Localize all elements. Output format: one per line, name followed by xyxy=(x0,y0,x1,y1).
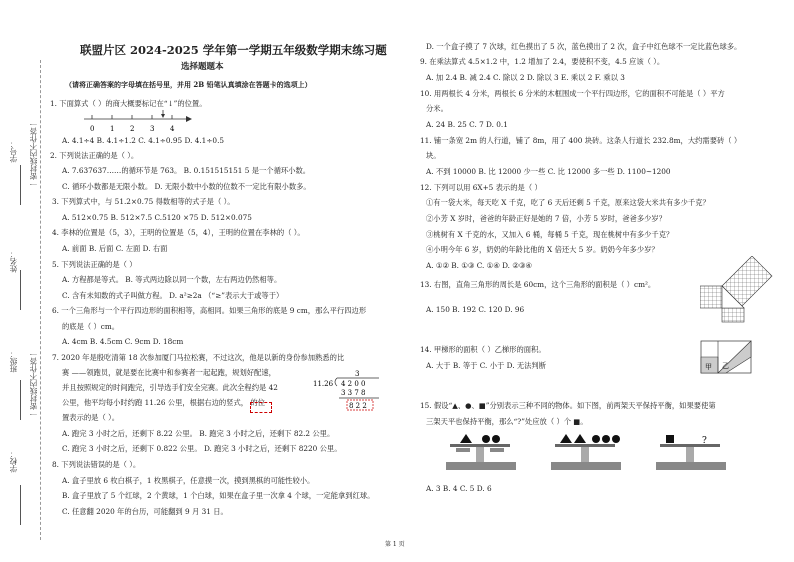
name-label: 姓名： xyxy=(9,250,18,273)
school-label: 学校： xyxy=(9,450,18,473)
answer-options: A. 4.1÷4 B. 4.1÷1.2 C. 4.1÷0.95 D. 4.1÷0.5 xyxy=(62,136,225,145)
right-triangle-squares-figure xyxy=(700,256,774,324)
trapezoid-label-yi: 乙 xyxy=(722,362,729,370)
fill-line xyxy=(20,380,21,420)
class-label: 班级： xyxy=(9,350,18,373)
page-number: 第 1 页 xyxy=(385,541,405,548)
answer-options: A. ①② B. ①③ C. ①④ D. ②③④ xyxy=(426,261,532,270)
number-line-figure xyxy=(82,110,192,135)
seal-text-1: 一密封线内不作答一 xyxy=(29,120,38,188)
question-line: 8. 下列说法错误的是（ ）。 xyxy=(52,460,141,469)
fill-line xyxy=(20,270,21,310)
division-quotient: 3 xyxy=(355,370,360,378)
question-line: 7. 2020 年是殷吃清第 18 次参加厦门马拉松赛，不过这次，他是以新的身份参加熟悉的比 xyxy=(52,353,345,362)
question-line: 6. 一个三角形与一个平行四边形的面积相等，高相同。如果三角形的底是 9 cm，那么平行四边形 xyxy=(52,306,367,315)
page-subtitle: 选择题题本 xyxy=(181,62,224,72)
question-line: 三架天平也保持平衡，那么“?”处应放（ ）个 ■。 xyxy=(426,417,588,426)
answer-options: A. 前面 B. 后面 C. 左面 D. 右面 xyxy=(62,244,168,253)
answer-options: A. 加 2.4 B. 减 2.4 C. 除以 2 D. 除以 3 E. 乘以 2 F. 乘以 3 xyxy=(426,73,625,82)
answer-options: C. 循环小数都是无限小数。 D. 无限小数中小数的位数不一定比有限小数多。 xyxy=(62,182,311,191)
question-line: 的底是（ ）cm。 xyxy=(62,322,120,331)
question-line: 15. 假设“▲、●、■”分别表示三种不同的物体。如下图，前两架天平保持平衡，如果要使第 xyxy=(420,401,716,410)
question-line: 1. 下面算式（ ）的商大概要标记在“↓”的位置。 xyxy=(50,99,207,108)
question-line: 块。 xyxy=(426,151,441,160)
balance-scales-figure xyxy=(436,432,736,474)
question-line: 并且按照规定的时间跑完，引导选手们安全完赛。此次全程约是 42 xyxy=(62,383,278,392)
answer-options: B. 盒子里放了 5 个红球，2 个黄球，1 个白球，如果在盒子里一次拿 4 个球，一定能拿到红球。 xyxy=(62,491,375,500)
answer-options: A. 方程都是等式。 B. 等式两边除以同一个数，左右两边仍然相等。 xyxy=(62,275,282,284)
question-line: 9. 在乘法算式 4.5×1.2 中，1.2 增加了 2.4，要使积不变，4.5 应该（ ）。 xyxy=(420,57,665,66)
answer-options: C. 任意翻 2020 年的台历，可能翻到 9 月 31 日。 xyxy=(62,507,228,516)
question-line: 5. 下列说法正确的是（ ） xyxy=(52,260,137,269)
trapezoid-figure xyxy=(700,340,752,374)
answer-options: A. 3 B. 4 C. 5 D. 6 xyxy=(426,484,492,493)
division-product: 3 3 7 8 xyxy=(341,389,366,397)
balance-scale-1 xyxy=(446,434,516,470)
tick-label: 1 xyxy=(110,125,115,133)
seal-line xyxy=(40,60,41,540)
division-divisor: 11.26 xyxy=(313,380,334,388)
answer-options: A. 4cm B. 4.5cm C. 9cm D. 18cm xyxy=(62,337,184,346)
question-line: 分米。 xyxy=(426,104,448,113)
balance-scale-3 xyxy=(656,435,726,470)
answer-options: A. 大于 B. 等于 C. 小于 D. 无法判断 xyxy=(426,361,547,370)
page-title: 联盟片区 2024-2025 学年第一学期五年级数学期末练习题 xyxy=(80,43,387,57)
question-line: 3. 下列算式中，与 51.2×0.75 得数相等的式子是（ ）。 xyxy=(52,197,235,206)
answer-options: ①有一袋大米，每天吃 X 千克，吃了 6 天后还剩 5 千克，原来这袋大米共有多少千克？ xyxy=(426,198,710,207)
answer-options: ②小芳 X 岁时，爸爸的年龄正好是她的 7 倍，小芳 5 岁时，爸爸多少岁？ xyxy=(426,214,667,223)
question-line: 4. 李林的位置是（5，3），王明的位置是（5，4），王明的位置在李林的（ ）。 xyxy=(52,228,305,237)
instructions: （请将正确答案的字母填在括号里，并用 2B 铅笔认真填涂在答题卡的选项上） xyxy=(65,80,312,89)
long-division-figure xyxy=(313,368,385,416)
question-line: 14. 甲梯形的面积（ ）乙梯形的面积。 xyxy=(420,345,546,354)
answer-options: A. 512×0.75 B. 512×7.5 C.5120 ×75 D. 512×0.075 xyxy=(62,213,252,222)
balance-scale-2 xyxy=(551,434,621,470)
question-line: 置表示的是（ ）。 xyxy=(62,413,120,422)
question-line: 赛 ——领跑员，就是要在比赛中和参赛者一起起跑，规划好配速， xyxy=(62,368,276,377)
question-line: 13. 右图，直角三角形的周长是 60cm，这个三角形的面积是（ ）cm²。 xyxy=(420,280,656,289)
answer-options: A. 不到 10000 B. 比 12000 少一些 C. 比 12000 多一些 D. 1100~1200 xyxy=(426,167,671,176)
question-line: 公里，他平均每小时约跑 11.26 公里，根据右边的竖式， 的位 xyxy=(62,398,265,407)
tick-label: 4 xyxy=(170,125,175,133)
answer-options: C. 跑完 3 小时之后，还剩下 0.822 公里。 D. 跑完 3 小时之后，还剩下 8220 公里。 xyxy=(62,444,342,453)
question-line: 2. 下列说法正确的是（ ）。 xyxy=(50,151,139,160)
seal-text-2: 一密封线内不作答一 xyxy=(29,350,38,418)
answer-options: ④小明今年 6 岁，奶奶的年龄比他的 X 倍还大 5 岁。奶奶今年多少岁？ xyxy=(426,245,659,254)
tick-label: 2 xyxy=(130,125,135,133)
answer-options: A. 7.637637……的循环节是 763。 B. 0.151515151 5 是一个循环小数。 xyxy=(62,166,311,175)
answer-blank-box xyxy=(250,397,272,416)
question-line: 12. 下列可以用 6X+5 表示的是（ ） xyxy=(420,183,542,192)
answer-options: A. 24 B. 25 C. 7 D. 0.1 xyxy=(426,120,508,129)
answer-options: A. 跑完 3 小时之后，还剩下 8.22 公里。 B. 跑完 3 小时之后，还剩下 82.2 公里。 xyxy=(62,429,335,438)
division-remainder: 8 2 2 xyxy=(349,402,367,410)
balance-unknown: ? xyxy=(702,436,707,446)
student-no-label: 学号： xyxy=(9,140,18,163)
answer-options: C. 含有未知数的式子叫做方程。 D. a²≥2a （“≥”表示大于或等于） xyxy=(62,291,284,300)
answer-options: ③桃树有 X 千克的水，又加入 6 桶，每桶 5 千克，现在桃树中有多少千克？ xyxy=(426,230,674,239)
answer-options: A. 150 B. 192 C. 120 D. 96 xyxy=(426,305,525,314)
fill-line xyxy=(20,485,21,525)
fill-line xyxy=(20,165,21,205)
answer-options: D. 一个盒子摸了 7 次球，红色摸出了 5 次，蓝色摸出了 2 次，盒子中红色球不一定比蓝色球多。 xyxy=(426,42,742,51)
question-line: 10. 用两根长 4 分米，两根长 6 分米的木框围成一个平行四边形，它的面积不可能是（ ）平方 xyxy=(420,89,725,98)
trapezoid-label-jia: 甲 xyxy=(705,363,712,371)
tick-label: 0 xyxy=(90,125,95,133)
division-dividend: 4 2 0 0 xyxy=(341,380,366,388)
answer-options: A. 盒子里放 6 枚白棋子，1 枚黑棋子，任意摸一次，摸到黑棋的可能性较小。 xyxy=(62,476,315,485)
tick-label: 3 xyxy=(150,125,155,133)
question-line: 11. 铺一条宽 2m 的人行道，铺了 8m，用了 400 块砖。这条人行道长 232.8m，大约需要砖（ ） xyxy=(420,136,742,145)
